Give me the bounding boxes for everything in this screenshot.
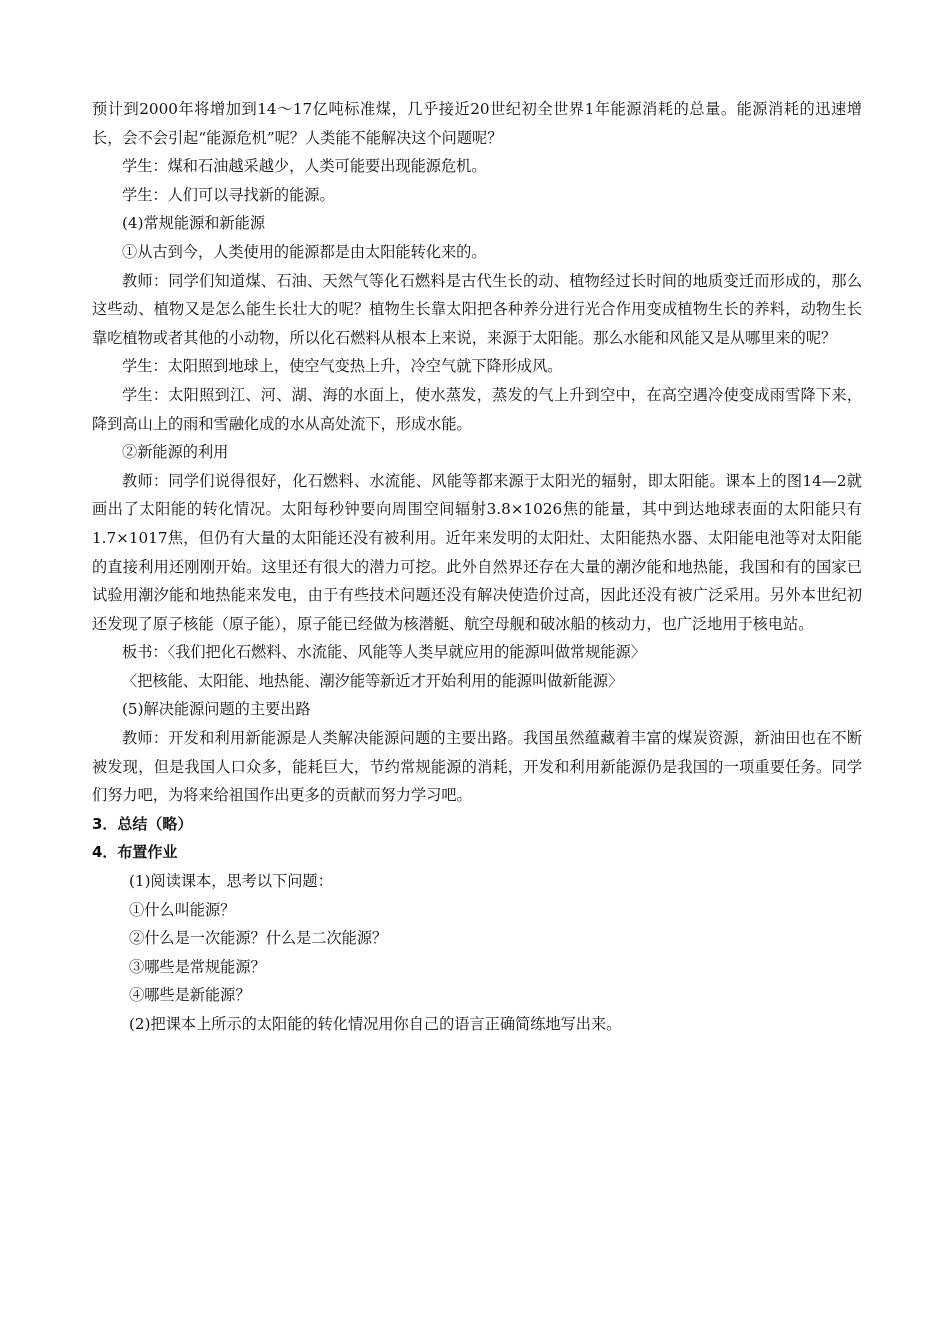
board-note-conventional: 板书：〈我们把化石燃料、水流能、风能等人类早就应用的能源叫做常规能源〉 (122, 643, 646, 662)
teacher-fossil-fuels: 教师：同学们知道煤、石油、天然气等化石燃料是古代生长的动、植物经过长时间的地质变迁而形成的，那么这些动、植物又是怎么能生长壮大的呢？植物生长靠太阳把各种养分进行光合作用变成植物生长的养料，动物生长靠吃植物或者其他的小动物，所以化石燃料从根本上来说，来源于太阳能。那么水能和风能又是从哪里来的呢？ (92, 271, 862, 347)
teacher-conclusion: 教师：开发和利用新能源是人类解决能源问题的主要出路。我国虽然蕴藏着丰富的煤炭资源，新油田也在不断被发现，但是我国人口众多，能耗巨大，节约常规能源的消耗，开发和利用新能源仍是我国的一项重要任务。同学们努力吧，为将来给祖国作出更多的贡献而努力学习吧。 (92, 729, 862, 805)
section-conventional-new-energy: (4)常规能源和新能源 (122, 214, 266, 233)
homework-item-1: (1)阅读课本，思考以下问题： (129, 872, 333, 891)
point-solar-origin: ①从古到今，人类使用的能源都是由太阳能转化来的。 (122, 242, 487, 261)
teacher-solar-radiation: 教师：同学们说得很好，化石燃料、水流能、风能等都来源于太阳光的辐射，即太阳能。课本上的图14—2就画出了太阳能的转化情况。太阳每秒钟要向周围空间辐射3.8×1026焦的能量，其中到达地球表面的太阳能只有1.7×1017焦，但仍有大量的太阳能还没有被利用。近年来发明的太阳灶、太阳能热水器、太阳能电池等对太阳能的直接利用还刚刚开始。这里还有很大的潜力可挖。此外自然界还存在大量的潮汐能和地热能，我国和有的国家已试验用潮汐能和地热能来发电，由于有些技术问题还没有解决使造价过高，因此还没有被广泛采用。另外本世纪初还发现了原子核能（原子能），原子能已经做为核潜艇、航空母舰和破冰船的核动力，也广泛地用于核电站。 (92, 471, 862, 633)
board-note-new: 〈把核能、太阳能、地热能、潮汐能等新近才开始利用的能源叫做新能源〉 (122, 671, 624, 690)
point-new-energy-use: ②新能源的利用 (122, 443, 229, 462)
heading-homework: 4．布置作业 (92, 843, 178, 862)
section-main-solution: (5)解决能源问题的主要出路 (122, 700, 311, 719)
homework-question-4: ④哪些是新能源？ (129, 986, 251, 1005)
student-answer-water: 学生：太阳照到江、河、湖、海的水面上，使水蒸发，蒸发的气上升到空中，在高空遇冷使变成雨雪降下来，降到高山上的雨和雪融化成的水从高处流下，形成水能。 (92, 385, 862, 433)
homework-question-3: ③哪些是常规能源？ (129, 957, 266, 976)
paragraph-energy-growth: 预计到2000年将增加到14～17亿吨标准煤，几乎接近20世纪初全世界1年能源消耗的总量。能源消耗的迅速增长，会不会引起“能源危机”呢？人类能不能解决这个问题呢？ (92, 100, 862, 147)
homework-question-1: ①什么叫能源？ (129, 900, 236, 919)
student-answer-new-energy: 学生：人们可以寻找新的能源。 (122, 185, 335, 204)
student-answer-wind: 学生：太阳照到地球上，使空气变热上升，冷空气就下降形成风。 (122, 357, 563, 376)
homework-question-2: ②什么是一次能源？什么是二次能源？ (129, 929, 388, 948)
document-page (92, 95, 862, 1039)
heading-summary: 3．总结（略） (92, 814, 193, 833)
student-answer-crisis: 学生：煤和石油越采越少，人类可能要出现能源危机。 (122, 157, 487, 176)
homework-item-2: (2)把课本上所示的太阳能的转化情况用你自己的语言正确简练地写出来。 (129, 1015, 622, 1033)
